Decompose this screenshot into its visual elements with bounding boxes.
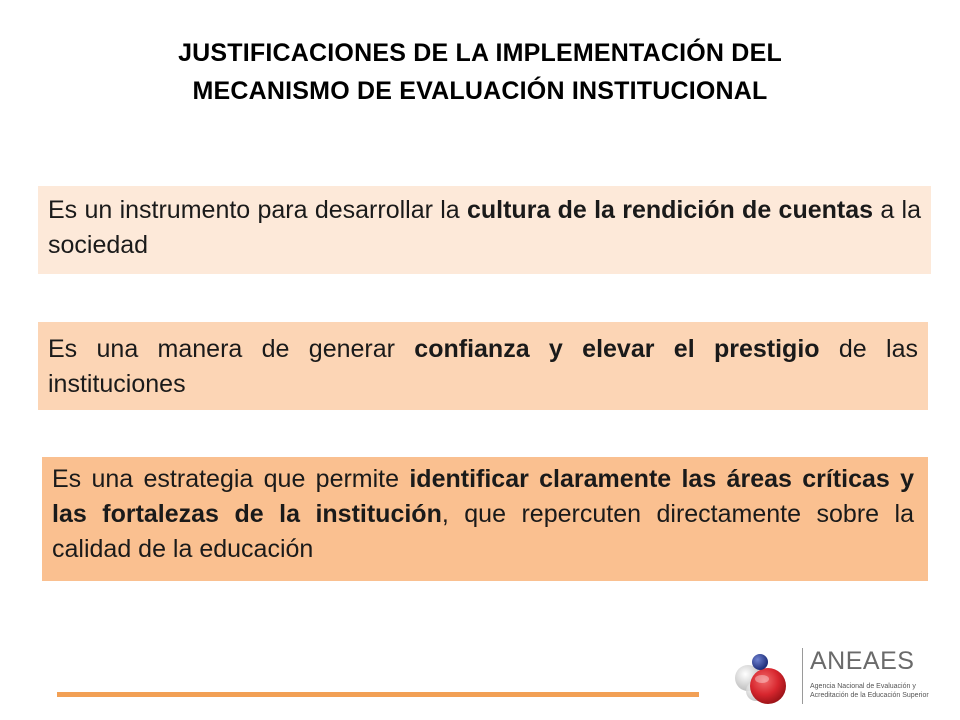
- bottom-accent-line: [57, 692, 699, 697]
- justification-box-2: [38, 322, 928, 410]
- box-3-text-start: Es una estrategia que permite: [52, 465, 410, 493]
- box-2-text-end: de las instituciones: [48, 335, 918, 398]
- justification-box-1: [38, 186, 931, 274]
- box-1-bold-text: cultura de la rendición de cuentas: [466, 196, 874, 224]
- box-3-bold-text: identificar claramente las áreas críticas y las fortalezas de la institución: [52, 465, 915, 528]
- aneaes-logo: [732, 642, 937, 714]
- justification-box-3: [42, 457, 928, 581]
- logo-subtitle-line-2: Acreditación de la Educación Superior: [810, 692, 929, 699]
- title-line-2: MECANISMO DE EVALUACIÓN INSTITUCIONAL: [192, 77, 768, 105]
- aneaes-logo-mark-icon: [732, 648, 794, 710]
- box-1-text-start: Es un instrumento para desarrollar la: [48, 196, 467, 224]
- logo-subtitle: [810, 682, 950, 700]
- box-3-text-end: , que repercuten directamente sobre la calidad de la educación: [52, 500, 914, 563]
- box-2-bold-text: confianza y elevar el prestigio: [414, 335, 820, 363]
- slide-title: [60, 34, 900, 110]
- title-line-1: JUSTIFICACIONES DE LA IMPLEMENTACIÓN DEL: [178, 39, 782, 67]
- logo-subtitle-line-1: Agencia Nacional de Evaluación y: [810, 683, 916, 690]
- box-1-text-end: a la sociedad: [48, 196, 921, 259]
- logo-name: ANEAES: [810, 647, 915, 675]
- logo-divider: [802, 648, 803, 704]
- box-2-text-start: Es una manera de generar: [48, 335, 415, 363]
